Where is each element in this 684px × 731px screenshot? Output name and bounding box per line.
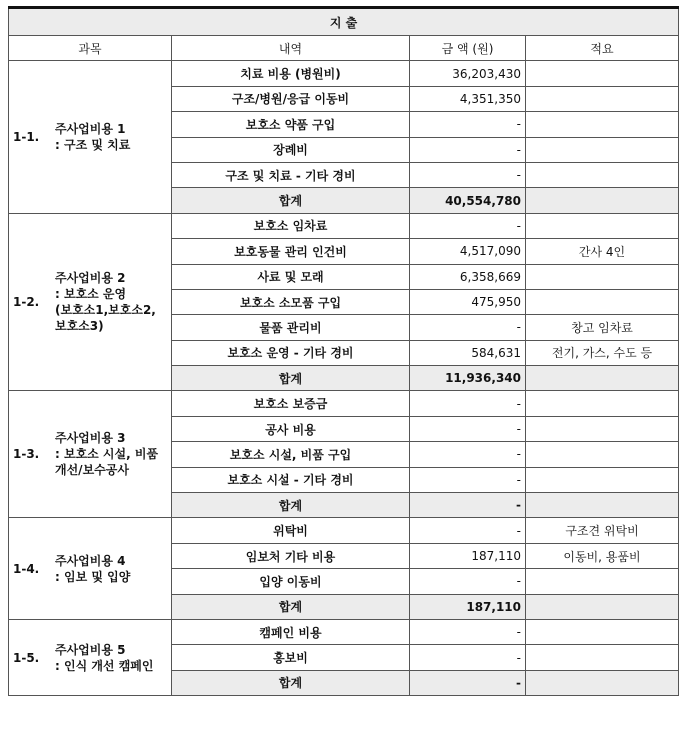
category-name-line: : 구조 및 치료 (55, 138, 131, 153)
note-cell (526, 213, 679, 238)
category-name-line: : 인식 개선 캠페인 (55, 658, 154, 673)
item-cell: 보호소 시설 - 기타 경비 (172, 467, 410, 492)
note-cell (526, 619, 679, 644)
item-cell: 보호소 소모품 구입 (172, 289, 410, 314)
column-header-row (9, 36, 679, 61)
category-cell (9, 391, 172, 518)
category-name-line: (보호소1,보호소2, (55, 303, 156, 318)
note-cell (526, 467, 679, 492)
note-cell (526, 112, 679, 137)
amount-cell: - (410, 416, 526, 441)
note-cell (526, 391, 679, 416)
subtotal-label: 합계 (172, 670, 410, 695)
item-cell: 보호동물 관리 인건비 (172, 239, 410, 264)
amount-cell: 475,950 (410, 289, 526, 314)
amount-cell: - (410, 467, 526, 492)
table-row (9, 213, 679, 238)
subtotal-note (526, 670, 679, 695)
category-name-line: 주사업비용 1 (55, 122, 126, 137)
category-name-line: 주사업비용 4 (55, 553, 126, 568)
category-name (55, 553, 130, 585)
amount-cell: - (410, 213, 526, 238)
item-cell: 공사 비용 (172, 416, 410, 441)
item-cell: 캠페인 비용 (172, 619, 410, 644)
amount-cell: - (410, 442, 526, 467)
category-cell (9, 61, 172, 213)
item-cell: 보호소 보증금 (172, 391, 410, 416)
category-cell (9, 518, 172, 620)
table-row (9, 391, 679, 416)
subtotal-amount: 187,110 (410, 594, 526, 619)
column-header-note: 적요 (526, 36, 679, 61)
category-name-line: : 임보 및 입양 (55, 569, 131, 584)
subtotal-note (526, 493, 679, 518)
category-cell (9, 619, 172, 695)
category-name (55, 270, 156, 334)
subtotal-amount: 40,554,780 (410, 188, 526, 213)
item-cell: 사료 및 모래 (172, 264, 410, 289)
category-name-line: 개선/보수공사 (55, 463, 129, 478)
item-cell: 보호소 약품 구입 (172, 112, 410, 137)
item-cell: 임보처 기타 비용 (172, 543, 410, 568)
item-cell: 보호소 시설, 비품 구입 (172, 442, 410, 467)
category-number: 1-3. (13, 447, 40, 462)
amount-cell: - (410, 518, 526, 543)
item-cell: 입양 이동비 (172, 569, 410, 594)
subtotal-amount: - (410, 493, 526, 518)
note-cell: 간사 4인 (526, 239, 679, 264)
table-title: 지 출 (9, 8, 679, 36)
category-number: 1-4. (13, 561, 40, 576)
note-cell: 창고 임차료 (526, 315, 679, 340)
category-name-line: 주사업비용 2 (55, 271, 126, 286)
subtotal-label: 합계 (172, 493, 410, 518)
table-row (9, 61, 679, 86)
note-cell (526, 264, 679, 289)
category-number: 1-1. (13, 130, 40, 145)
note-cell (526, 569, 679, 594)
item-cell: 장례비 (172, 137, 410, 162)
category-name-line: : 보호소 운영 (55, 287, 127, 302)
column-header-item: 내역 (172, 36, 410, 61)
table-title-row (9, 8, 679, 36)
note-cell (526, 137, 679, 162)
note-cell (526, 416, 679, 441)
subtotal-label: 합계 (172, 366, 410, 391)
table-body (9, 61, 679, 696)
category-number: 1-2. (13, 295, 40, 310)
amount-cell: 584,631 (410, 340, 526, 365)
note-cell (526, 442, 679, 467)
subtotal-label: 합계 (172, 594, 410, 619)
note-cell (526, 645, 679, 670)
amount-cell: 187,110 (410, 543, 526, 568)
note-cell: 구조견 위탁비 (526, 518, 679, 543)
item-cell: 구조/병원/응급 이동비 (172, 86, 410, 111)
amount-cell: - (410, 137, 526, 162)
table-row (9, 619, 679, 644)
item-cell: 홍보비 (172, 645, 410, 670)
category-name-line: 주사업비용 5 (55, 642, 126, 657)
column-header-amount: 금 액 (원) (410, 36, 526, 61)
note-cell (526, 61, 679, 86)
amount-cell: - (410, 569, 526, 594)
amount-cell: - (410, 645, 526, 670)
column-header-category: 과목 (9, 36, 172, 61)
expenditure-table (8, 6, 679, 696)
amount-cell: 6,358,669 (410, 264, 526, 289)
item-cell: 보호소 임차료 (172, 213, 410, 238)
amount-cell: - (410, 112, 526, 137)
item-cell: 구조 및 치료 - 기타 경비 (172, 162, 410, 187)
subtotal-note (526, 594, 679, 619)
category-cell (9, 213, 172, 391)
subtotal-note (526, 188, 679, 213)
table-row (9, 518, 679, 543)
category-number: 1-5. (13, 650, 40, 665)
amount-cell: 4,517,090 (410, 239, 526, 264)
item-cell: 물품 관리비 (172, 315, 410, 340)
item-cell: 치료 비용 (병원비) (172, 61, 410, 86)
category-name (55, 642, 153, 674)
subtotal-label: 합계 (172, 188, 410, 213)
category-name-line: 주사업비용 3 (55, 431, 126, 446)
amount-cell: - (410, 391, 526, 416)
subtotal-amount: - (410, 670, 526, 695)
amount-cell: - (410, 162, 526, 187)
subtotal-note (526, 366, 679, 391)
note-cell: 전기, 가스, 수도 등 (526, 340, 679, 365)
category-name (55, 121, 130, 153)
category-name (55, 430, 158, 478)
category-name-line: : 보호소 시설, 비품 (55, 447, 159, 462)
item-cell: 위탁비 (172, 518, 410, 543)
category-name-line: 보호소3) (55, 319, 104, 334)
note-cell (526, 162, 679, 187)
subtotal-amount: 11,936,340 (410, 366, 526, 391)
amount-cell: 36,203,430 (410, 61, 526, 86)
item-cell: 보호소 운영 - 기타 경비 (172, 340, 410, 365)
note-cell: 이동비, 용품비 (526, 543, 679, 568)
amount-cell: - (410, 315, 526, 340)
note-cell (526, 86, 679, 111)
amount-cell: - (410, 619, 526, 644)
amount-cell: 4,351,350 (410, 86, 526, 111)
note-cell (526, 289, 679, 314)
